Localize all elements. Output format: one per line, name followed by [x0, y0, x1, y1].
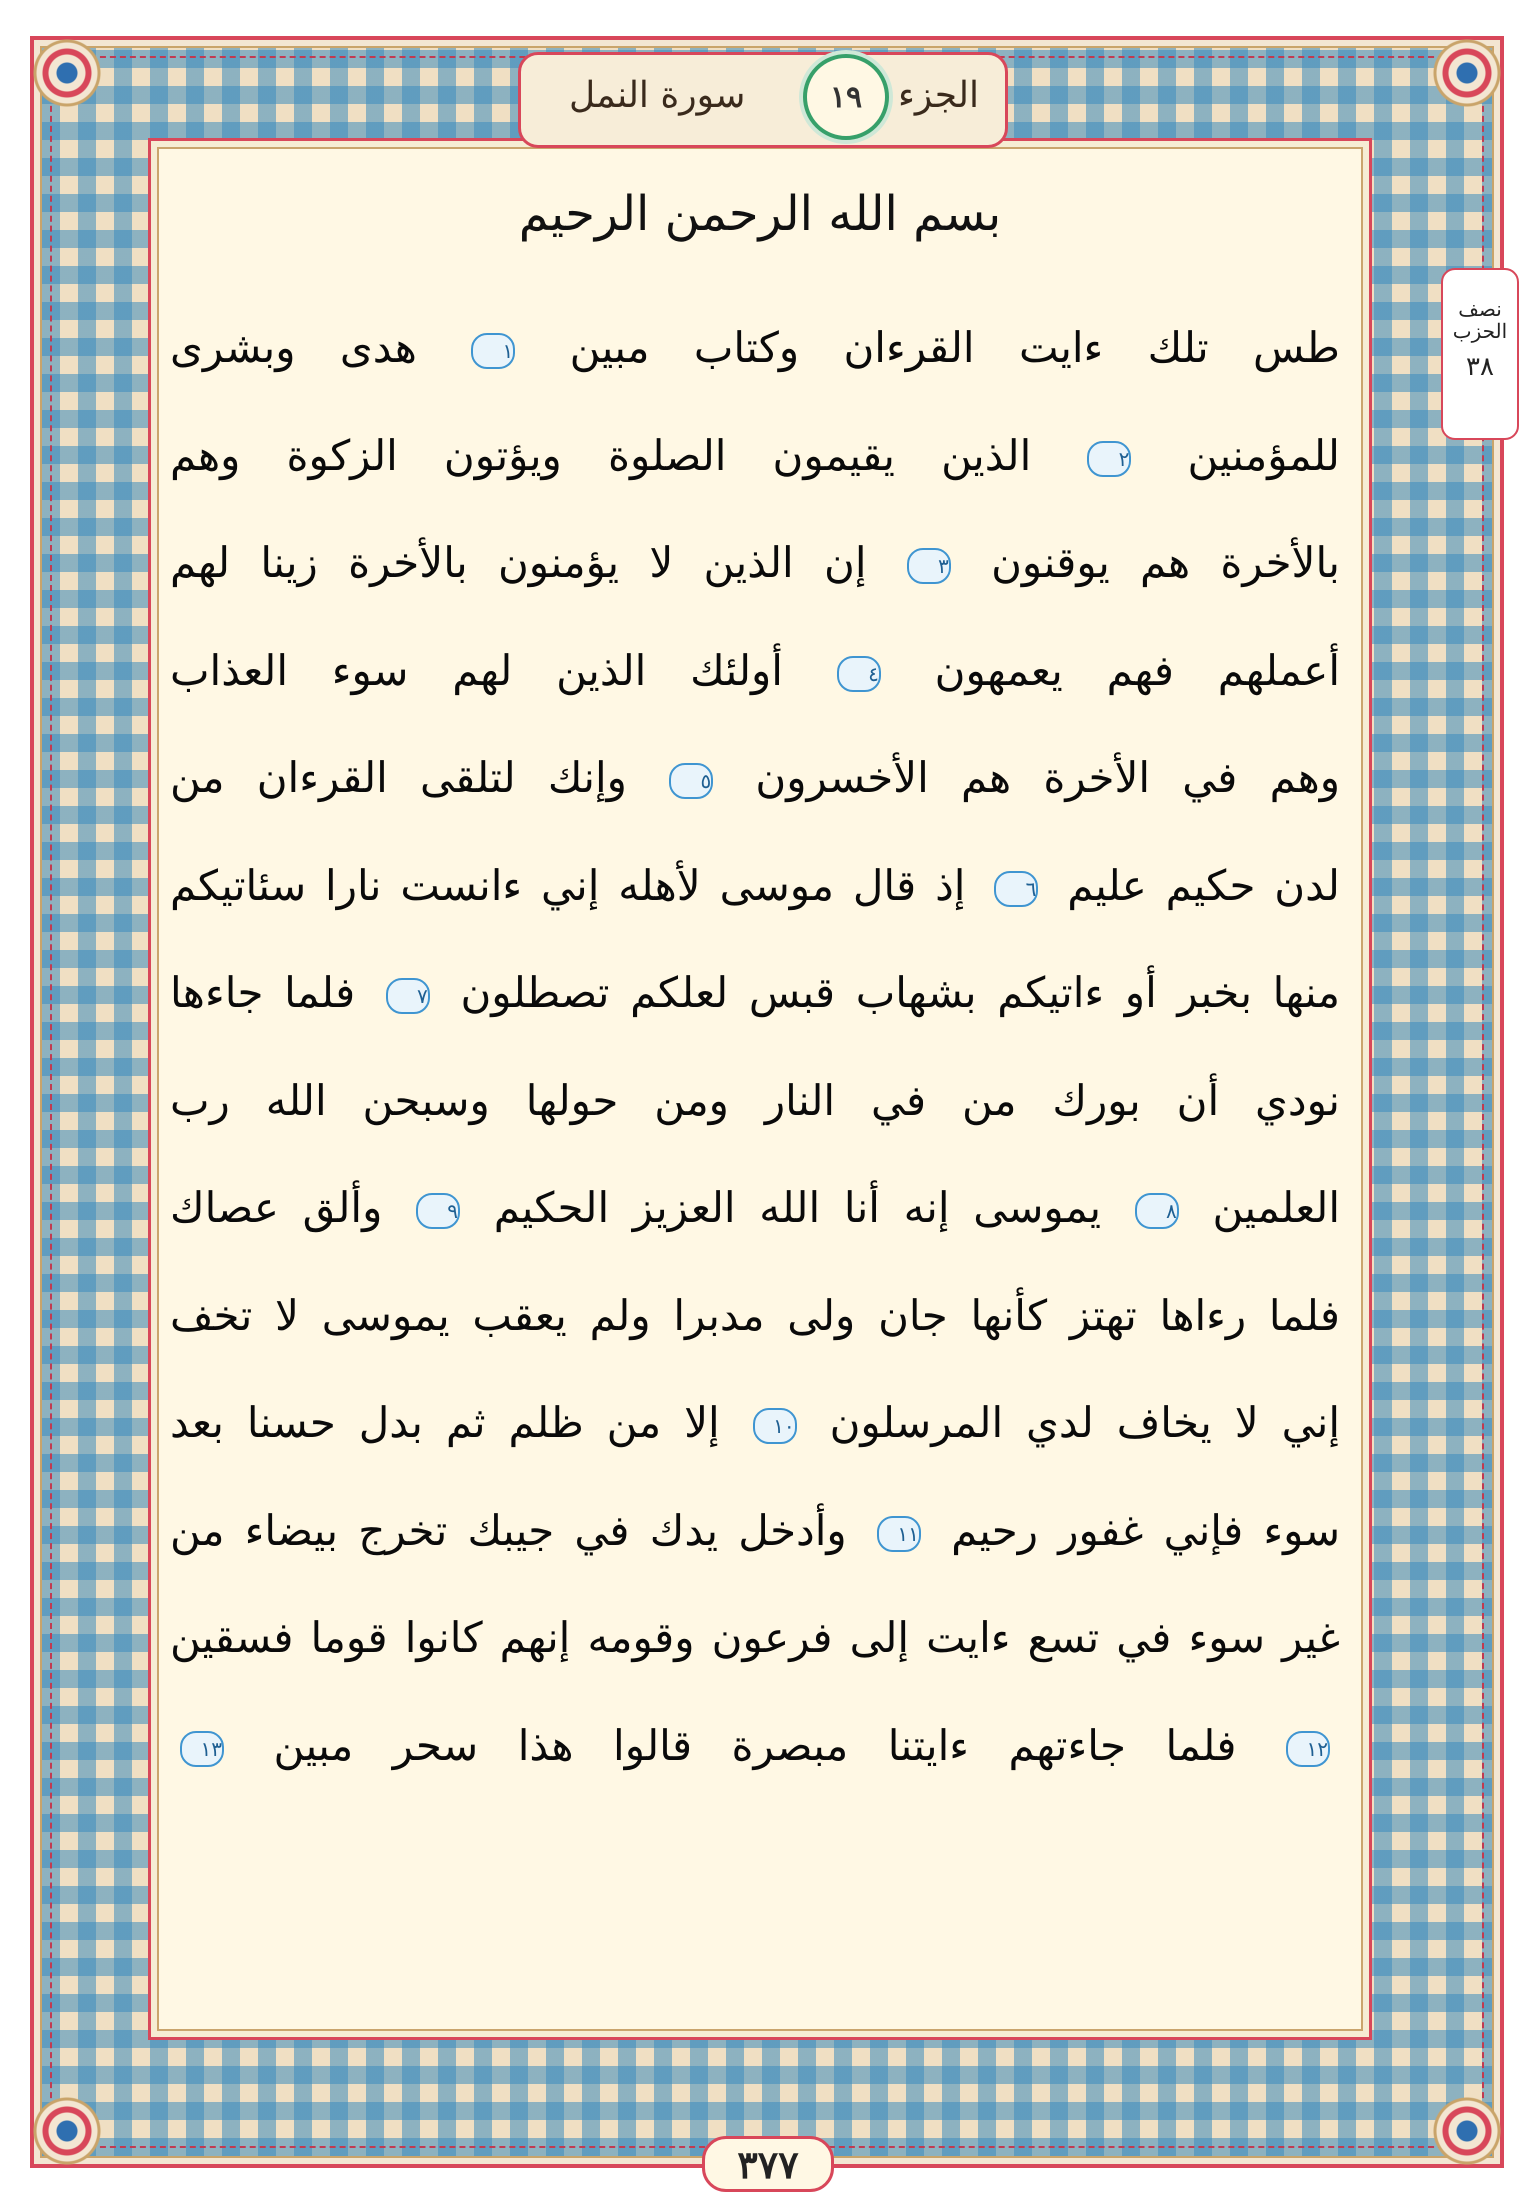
hizb-marker: [1441, 268, 1519, 440]
juz-label: الجزء: [898, 75, 979, 116]
verse-text-segment: لدن حكيم عليم: [1067, 860, 1340, 910]
page-header: [518, 52, 1008, 148]
verse-text-segment: إني لا يخاف لدي المرسلون: [829, 1398, 1340, 1447]
verse-text-segment: وإنك لتلقى القرءان من: [170, 753, 627, 802]
verse-text-segment: غير سوء في تسع ءايت إلى فرعون وقومه إنهم كانوا قوما فسقين: [170, 1613, 1340, 1662]
ayah-number-marker: ٨: [1135, 1193, 1179, 1229]
verse-text-segment: أولئك الذين لهم سوء العذاب: [170, 645, 783, 695]
hizb-number: ٣٨: [1466, 352, 1494, 382]
verse-text-segment: أعملهم فهم يعمهون: [934, 645, 1340, 695]
ayah-number-marker: ١٣: [180, 1731, 224, 1767]
basmala: بسم الله الرحمن الرحيم: [518, 186, 1002, 242]
verse-line: [170, 1692, 1340, 1800]
page-number-badge: [702, 2136, 834, 2192]
corner-ornament-top-right: [1432, 38, 1502, 108]
verse-text-segment: وهم في الأخرة هم الأخسرون: [755, 753, 1340, 802]
verse-text-segment: منها بخبر أو ءاتيكم بشهاب قبس لعلكم تصطلون: [460, 968, 1340, 1017]
verse-text: [170, 294, 1340, 1799]
ayah-number-marker: ١٢: [1286, 1731, 1330, 1767]
verse-text-segment: العلمين: [1212, 1183, 1340, 1232]
corner-ornament-bottom-right: [1432, 2096, 1502, 2166]
corner-ornament-bottom-left: [32, 2096, 102, 2166]
verse-text-segment: فلما رءاها تهتز كأنها جان ولى مدبرا ولم يعقب يموسى لا تخف: [170, 1290, 1340, 1340]
verse-text-segment: سوء فإني غفور رحيم: [951, 1505, 1340, 1555]
verse-line: [170, 724, 1340, 832]
verse-text-segment: للمؤمنين: [1187, 430, 1340, 480]
verse-text-segment: بالأخرة هم يوقنون: [991, 538, 1340, 587]
ayah-number-marker: ٥: [669, 763, 713, 799]
ayah-number-marker: ١٠: [753, 1408, 797, 1444]
page-number: ٣٧٧: [737, 2141, 799, 2187]
verse-line: [170, 939, 1340, 1047]
verse-line: [170, 1262, 1340, 1370]
hizb-label: نصف الحزب: [1452, 297, 1508, 343]
verse-line: [170, 509, 1340, 617]
verse-line: [170, 402, 1340, 510]
verse-text-segment: الذين يقيمون الصلوة ويؤتون الزكوة وهم: [170, 430, 1032, 480]
verse-text-segment: طس تلك ءايت القرءان وكتاب مبين: [569, 323, 1340, 372]
ayah-number-marker: ٩: [416, 1193, 460, 1229]
verse-line: [170, 832, 1340, 940]
verse-line: [170, 294, 1340, 402]
verse-text-segment: وأدخل يدك في جيبك تخرج بيضاء من: [170, 1505, 847, 1555]
juz-number-badge: [803, 54, 889, 140]
verse-text-segment: إن الذين لا يؤمنون بالأخرة زينا لهم: [170, 538, 867, 587]
verse-line: [170, 1584, 1340, 1692]
verse-text-segment: إذ قال موسى لأهله إني ءانست نارا سئاتيكم: [170, 860, 966, 910]
surah-name: سورة النمل: [569, 75, 746, 116]
verse-line: [170, 1369, 1340, 1477]
juz-number: ١٩: [829, 79, 863, 115]
verse-text-segment: وألق عصاك: [170, 1183, 383, 1232]
verse-text-segment: إلا من ظلم ثم بدل حسنا بعد: [170, 1398, 720, 1447]
verse-line: [170, 1477, 1340, 1585]
ayah-number-marker: ٤: [837, 656, 881, 692]
ayah-number-marker: ١١: [877, 1516, 921, 1552]
ayah-number-marker: ٢: [1087, 441, 1131, 477]
ayah-number-marker: ٧: [386, 978, 430, 1014]
verse-text-segment: هدى وبشرى: [170, 323, 417, 372]
ayah-number-marker: ١: [471, 333, 515, 369]
verse-line: [170, 1047, 1340, 1155]
verse-text-segment: يموسى إنه أنا الله العزيز الحكيم: [493, 1183, 1102, 1232]
ayah-number-marker: ٣: [907, 548, 951, 584]
verse-text-segment: فلما جاءها: [170, 968, 356, 1017]
verse-text-segment: نودي أن بورك من في النار ومن حولها وسبحن الله رب: [170, 1075, 1340, 1125]
verse-text-segment: فلما جاءتهم ءايتنا مبصرة قالوا هذا سحر مبين: [273, 1720, 1237, 1770]
verse-line: [170, 617, 1340, 725]
ayah-number-marker: ٦: [994, 871, 1038, 907]
verse-line: [170, 1154, 1340, 1262]
corner-ornament-top-left: [32, 38, 102, 108]
